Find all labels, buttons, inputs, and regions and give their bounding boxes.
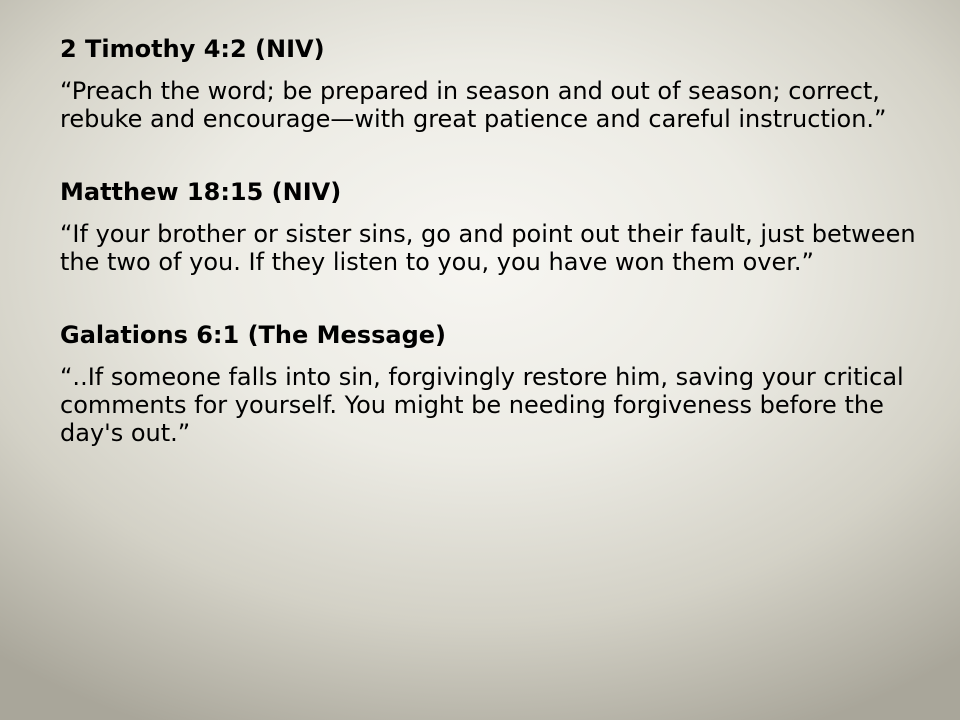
passage-reference: Matthew 18:15 (NIV) [60,178,342,206]
slide-content [60,34,920,447]
passage-text: “Preach the word; be prepared in season and out of season; correct, rebuke and encourage—with great patience and careful instruction.” [60,77,887,133]
passage-reference: Galations 6:1 (The Message) [60,321,446,349]
passage-text: “..If someone falls into sin, forgivingly restore him, saving your critical comments for yourself. You might be needing forgiveness before the day's out.” [60,363,904,447]
passage-matthew [60,177,920,276]
passage-text: “If your brother or sister sins, go and point out their fault, just between the two of you. If they listen to you, you have won them over.” [60,220,916,276]
passage-galations [60,320,920,447]
passage-2-timothy [60,34,920,133]
passage-reference: 2 Timothy 4:2 (NIV) [60,35,325,63]
